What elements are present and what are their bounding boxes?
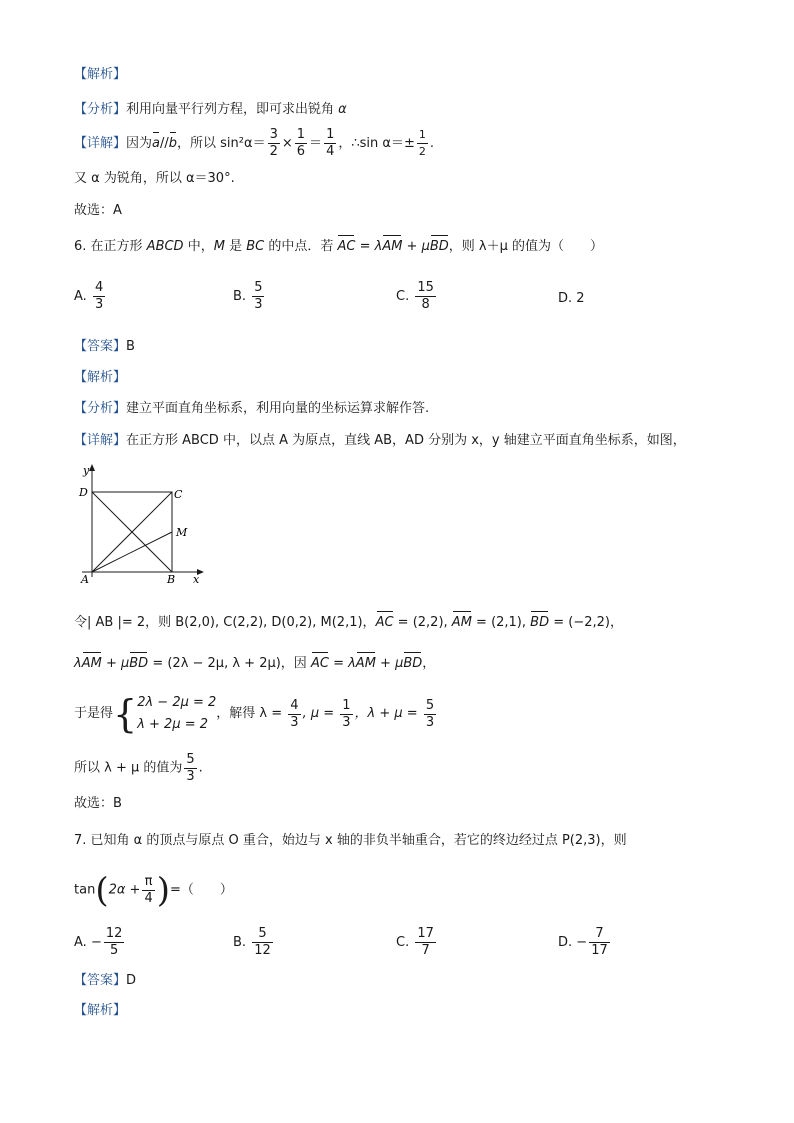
denominator: 12 xyxy=(254,943,271,958)
y-axis-arrow xyxy=(89,464,95,471)
fraction xyxy=(252,926,273,959)
q6-stem-b: 中， xyxy=(183,239,214,254)
vector-bd: BD xyxy=(530,615,550,630)
plus-mu: + μ xyxy=(375,656,404,671)
numerator: 1 xyxy=(326,127,335,142)
fraction xyxy=(93,280,105,313)
q7-option-d[interactable] xyxy=(558,926,612,959)
q6-square-label: ABCD xyxy=(146,239,184,254)
fraction xyxy=(417,127,428,160)
numerator: 7 xyxy=(589,926,610,943)
q7-answer-tag: 【答案】 xyxy=(74,973,127,988)
q7-option-c[interactable] xyxy=(396,926,438,959)
q5-fenxi-alpha: α xyxy=(338,102,347,117)
fraction xyxy=(295,127,307,160)
q7-option-b[interactable] xyxy=(233,926,275,959)
option-letter: B. xyxy=(233,935,247,950)
fraction xyxy=(424,698,436,731)
q6-answer xyxy=(74,338,135,356)
q6-stem-e: ，则 λ＋μ 的值为（ ） xyxy=(448,239,604,254)
q6-coords-text: 令| AB |= 2，则 B(2,0), C(2,2), D(0,2), M(2,1)， xyxy=(74,615,376,630)
option-letter: C. xyxy=(396,935,410,950)
numerator: 1 xyxy=(296,127,306,142)
q7-analysis-tag: 【解析】 xyxy=(74,1003,127,1018)
numerator: 12 xyxy=(105,926,123,941)
q5-detail-line xyxy=(74,127,434,160)
option-sign: − xyxy=(90,935,102,950)
q6-answer-tag: 【答案】 xyxy=(74,339,127,354)
numerator: 5 xyxy=(186,752,195,767)
q6-system-pre: 于是得 xyxy=(74,706,114,721)
q6-detail-text: 在正方形 ABCD 中，以点 A 为原点，直线 AB，AD 分别为 x，y 轴建立平面直角坐标系，如图， xyxy=(126,433,686,448)
q6-choice: 故选：B xyxy=(74,796,122,811)
therefore-text: ，∴sin α＝± xyxy=(338,136,415,151)
q5-detail-pre: 因为 xyxy=(126,136,153,151)
fraction xyxy=(324,127,336,160)
vector-bd: BD xyxy=(403,656,423,671)
q6-side-bc: BC xyxy=(246,239,265,254)
q6-option-c[interactable] xyxy=(396,280,438,313)
fraction xyxy=(415,926,436,959)
denominator: 3 xyxy=(186,769,195,784)
q6-eq-lambda: = λ xyxy=(355,239,383,254)
q5-analysis-tag: 【解析】 xyxy=(74,67,127,82)
q6-analysis-tag: 【解析】 xyxy=(74,370,127,385)
comma: ， xyxy=(422,656,436,671)
denominator: 5 xyxy=(109,943,119,958)
denominator: 8 xyxy=(421,297,430,312)
vector-ac: AC xyxy=(337,239,356,254)
q6-system-line xyxy=(74,692,438,736)
q6-detail-line xyxy=(74,432,686,450)
denominator: 3 xyxy=(94,297,104,312)
q6-plus-mu: + μ xyxy=(402,239,430,254)
q6-conclusion-line xyxy=(74,752,203,785)
q6-am-value: = (2,1), xyxy=(471,615,531,630)
option-letter: A. xyxy=(74,935,87,950)
q6-stem-c: 是 xyxy=(224,239,247,254)
q5-fenxi-tag: 【分析】 xyxy=(74,102,127,117)
denominator: 6 xyxy=(296,144,306,159)
vector-am: AM xyxy=(81,656,102,671)
sum-equals: ，λ + μ = xyxy=(354,706,422,721)
q6-detail-tag: 【详解】 xyxy=(74,433,127,448)
option-letter: D. xyxy=(558,291,573,306)
q6-stem-a: 6. 在正方形 xyxy=(74,239,147,254)
q6-combination-line xyxy=(74,655,435,673)
equation-1: 2λ − 2μ = 2 xyxy=(137,695,217,710)
tan-equals: =（ ） xyxy=(170,882,233,898)
fraction xyxy=(589,926,610,959)
equation-2: λ + 2μ = 2 xyxy=(137,717,209,732)
q5-detail-mid: ，所以 sin²α＝ xyxy=(177,136,266,151)
vector-am: AM xyxy=(451,615,472,630)
q5-detail-tag: 【详解】 xyxy=(74,136,127,151)
vector-bd: BD xyxy=(129,656,149,671)
label-y: y xyxy=(83,464,90,477)
numerator: 4 xyxy=(290,697,299,713)
denominator: 3 xyxy=(342,714,351,730)
tan-argument: 2α + xyxy=(108,882,141,898)
q6-answer-value: B xyxy=(126,339,135,354)
label-x: x xyxy=(193,573,200,586)
parallel-symbol: // xyxy=(160,136,169,151)
numerator: 4 xyxy=(94,280,104,295)
q7-answer xyxy=(74,972,136,990)
lambda: λ xyxy=(74,656,82,671)
numerator: 1 xyxy=(342,697,351,713)
plus-mu: + μ xyxy=(101,656,130,671)
q5-fenxi-line xyxy=(74,101,347,119)
option-value: 2 xyxy=(576,291,585,306)
numerator: 5 xyxy=(252,926,273,943)
numerator: 3 xyxy=(269,127,278,142)
denominator: 4 xyxy=(326,144,335,159)
fraction xyxy=(142,874,154,907)
times-symbol: × xyxy=(281,136,293,151)
denominator: 3 xyxy=(254,297,263,312)
denominator: 3 xyxy=(290,714,299,730)
tan-function: tan xyxy=(74,882,96,898)
q6-option-a[interactable] xyxy=(74,280,107,313)
vector-bd: BD xyxy=(429,239,449,254)
q7-tan-expression xyxy=(74,870,233,911)
vector-ac: AC xyxy=(375,615,394,630)
fraction xyxy=(415,280,436,313)
denominator: 17 xyxy=(591,943,608,958)
q6-point-m: M xyxy=(213,239,225,254)
right-paren: ) xyxy=(156,870,170,911)
numerator: 5 xyxy=(425,697,435,713)
left-brace: { xyxy=(113,692,138,736)
fraction xyxy=(184,752,196,785)
denominator: 2 xyxy=(418,145,426,158)
q6-stem-d: 的中点．若 xyxy=(264,239,338,254)
q5-acute-line: 又 α 为锐角，所以 α＝30°. xyxy=(74,171,235,186)
fraction xyxy=(340,698,352,731)
option-letter: A. xyxy=(74,289,87,304)
q6-coords-line xyxy=(74,614,623,632)
q5-choice: 故选：A xyxy=(74,203,122,218)
q6-fenxi-line xyxy=(74,400,429,418)
denominator: 7 xyxy=(421,943,430,958)
fraction xyxy=(268,127,280,160)
left-paren: ( xyxy=(95,870,109,911)
fraction xyxy=(104,926,125,959)
q6-fenxi-text: 建立平面直角坐标系，利用向量的坐标运算求解作答. xyxy=(126,401,430,416)
q6-combination-value: = (2λ − 2μ, λ + 2μ)，因 xyxy=(148,656,311,671)
option-sign: − xyxy=(576,935,588,950)
q7-stem: 7. 已知角 α 的顶点与原点 O 重合，始边与 x 轴的非负半轴重合，若它的终边经过点 P(2,3)，则 xyxy=(74,833,627,848)
q6-stem xyxy=(74,238,603,256)
q6-option-d[interactable] xyxy=(558,291,585,306)
vector-am: AM xyxy=(382,239,403,254)
period: . xyxy=(198,760,203,776)
period: . xyxy=(429,136,434,151)
option-letter: D. xyxy=(558,935,573,950)
q6-bd-value: = (−2,2)， xyxy=(549,615,623,630)
option-letter: C. xyxy=(396,289,410,304)
label-b: B xyxy=(167,573,176,586)
q6-option-b[interactable] xyxy=(233,280,266,313)
fraction xyxy=(288,698,300,731)
vector-ac: AC xyxy=(310,656,329,671)
square-coordinate-figure xyxy=(72,462,212,587)
q6-fenxi-tag: 【分析】 xyxy=(74,401,127,416)
label-a: A xyxy=(81,573,89,586)
q6-solution-pre: ，解得 λ = xyxy=(216,706,287,721)
numerator: π xyxy=(142,874,154,891)
vector-a: a xyxy=(152,136,160,151)
q7-option-a[interactable] xyxy=(74,926,126,959)
eq-lambda: = λ xyxy=(328,656,356,671)
numerator: 5 xyxy=(254,280,263,295)
segment-am xyxy=(92,532,172,572)
mu-equals: , μ = xyxy=(302,706,339,721)
label-d: D xyxy=(79,486,88,499)
q5-fenxi-text: 利用向量平行列方程，即可求出锐角 xyxy=(126,102,335,117)
equation-system xyxy=(137,692,216,736)
denominator: 4 xyxy=(144,891,153,906)
q6-ac-value: = (2,2), xyxy=(393,615,452,630)
numerator: 17 xyxy=(417,926,434,941)
numerator: 15 xyxy=(417,280,434,295)
vector-b: b xyxy=(168,136,178,151)
fraction xyxy=(252,280,264,313)
q6-conclusion-text: 所以 λ + μ 的值为 xyxy=(74,760,183,776)
denominator: 2 xyxy=(269,144,278,159)
denominator: 3 xyxy=(425,714,435,730)
option-letter: B. xyxy=(233,289,247,304)
numerator: 1 xyxy=(417,127,428,144)
equals-symbol: ＝ xyxy=(309,136,323,151)
label-m: M xyxy=(176,526,188,539)
label-c: C xyxy=(174,488,183,501)
vector-am: AM xyxy=(355,656,376,671)
q7-answer-value: D xyxy=(126,973,137,988)
